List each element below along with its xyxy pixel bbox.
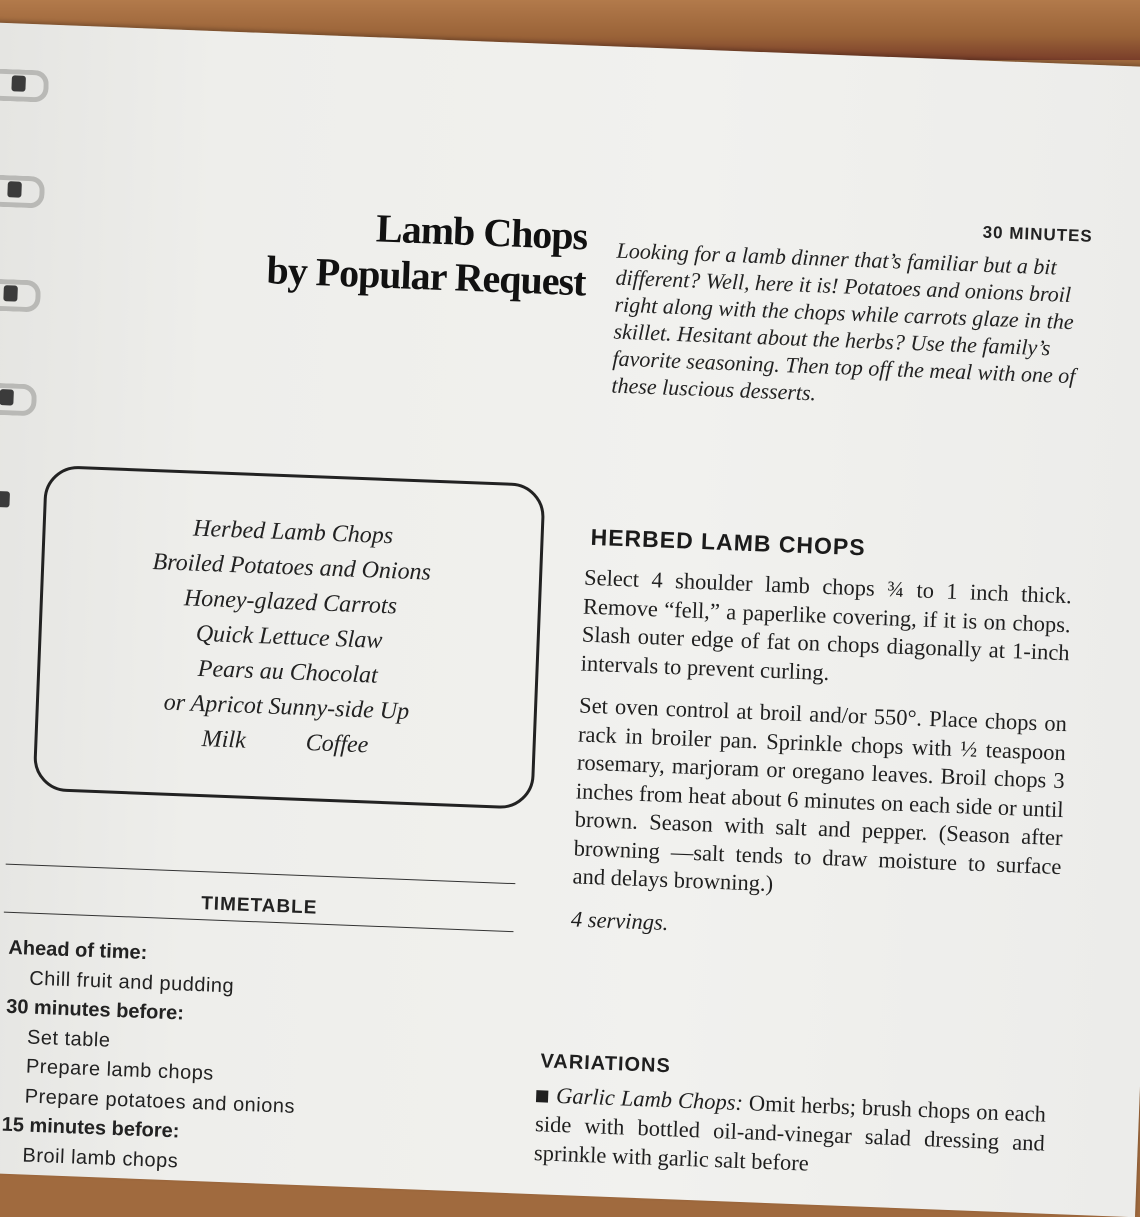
recipe-body bbox=[570, 564, 1072, 966]
bullet-icon bbox=[536, 1090, 548, 1102]
menu-drink: Coffee bbox=[305, 730, 369, 759]
servings-text: 4 servings. bbox=[570, 905, 669, 935]
timetable-group-label: Ahead of time: bbox=[8, 936, 148, 965]
recipe-paragraph: Set oven control at broil and/or 550°. Place chops on rack in broiler pan. Sprinkle chops with ½ teaspoon rosemary, marjoram or oregano leaves. Broil chops 3 inches from heat about 6 minutes on each side or until brown. Season with salt and pepper. (Season after browning —salt tends to draw moisture to surface and delays browning.) bbox=[572, 692, 1068, 897]
menu-item: Broiled Potatoes and Onions bbox=[152, 549, 432, 586]
menu-box bbox=[33, 465, 546, 810]
divider bbox=[6, 864, 516, 885]
timetable-step: Prepare lamb chops bbox=[25, 1055, 215, 1085]
menu-drink: Milk bbox=[201, 726, 247, 754]
punch-hole bbox=[0, 491, 10, 508]
binder-ring-icon bbox=[0, 382, 37, 416]
timetable-step: Chill fruit and pudding bbox=[28, 967, 235, 997]
binder-ring-icon bbox=[0, 69, 49, 103]
menu-list bbox=[37, 506, 541, 770]
variations-heading: VARIATIONS bbox=[540, 1050, 672, 1078]
recipe-title: HERBED LAMB CHOPS bbox=[590, 523, 867, 561]
timetable-step: Broil lamb chops bbox=[22, 1143, 179, 1172]
menu-item: Herbed Lamb Chops bbox=[192, 515, 394, 550]
intro-paragraph: Looking for a lamb dinner that’s familiar but a bit different? Well, here it is! Potatoes and onions broil right along with the chops while carrots glaze in the skillet. Hesitant about the herbs? Use the family’s favorite seasoning. Then top off the meal with one of these luscious desserts. bbox=[611, 237, 1076, 406]
title-line-2: by Popular Request bbox=[265, 247, 587, 305]
timetable-heading: TIMETABLE bbox=[200, 893, 318, 919]
timetable bbox=[0, 934, 509, 1189]
page-title bbox=[190, 198, 588, 305]
time-label: 30 MINUTES bbox=[982, 222, 1094, 246]
timetable-group-label: 30 minutes before: bbox=[5, 995, 185, 1025]
recipe-paragraph: Select 4 shoulder lamb chops ¾ to 1 inch thick. Remove “fell,” a paperlike covering, if it is on chops. Slash outer edge of fat on chops diagonally at 1-inch intervals to prevent curling. bbox=[580, 564, 1073, 685]
variation-text: Omit herbs; brush chops on each side with bottled oil-and-vinegar salad dressing and sprinkle with garlic salt before bbox=[533, 1090, 1047, 1176]
binder-rings bbox=[0, 23, 60, 545]
binder-ring-icon bbox=[0, 278, 41, 312]
title-line-1: Lamb Chops bbox=[375, 205, 589, 259]
variation-item bbox=[533, 1080, 1046, 1187]
timetable-step: Prepare potatoes and onions bbox=[24, 1085, 296, 1118]
menu-item: or Apricot Sunny-side Up bbox=[163, 689, 410, 725]
menu-item: Pears au Chocolat bbox=[197, 655, 379, 689]
timetable-group-label: 15 minutes before: bbox=[1, 1113, 180, 1143]
variation-name: Garlic Lamb Chops: bbox=[555, 1082, 744, 1116]
menu-item: Honey-glazed Carrots bbox=[183, 585, 398, 620]
cookbook-page bbox=[0, 22, 1140, 1217]
binder-ring-icon bbox=[0, 174, 45, 208]
menu-item: Quick Lettuce Slaw bbox=[195, 620, 383, 654]
timetable-step: Set table bbox=[26, 1026, 111, 1052]
